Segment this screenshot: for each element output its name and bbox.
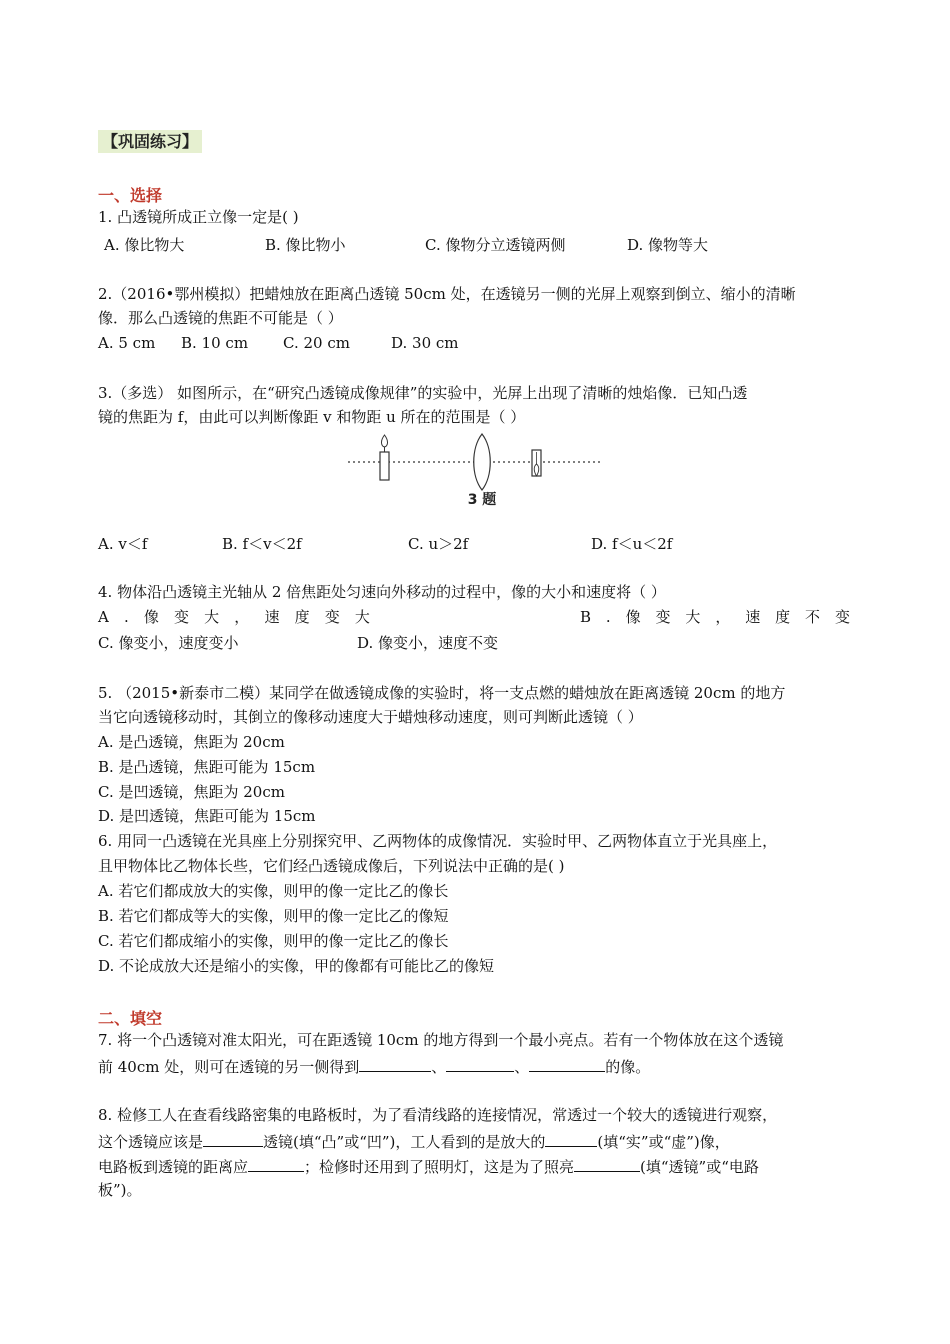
section-heading-choice: 一、选择 — [98, 186, 163, 205]
q2-line1: 2.（2016•鄂州模拟）把蜡烛放在距离凸透镜 50cm 处，在透镜另一侧的光屏上观察到倒立、缩小的清晰 — [98, 285, 796, 303]
q4-option-b: B . 像 变 大 ， 速 度 不 变 — [580, 608, 850, 626]
q3-option-a: A. v＜f — [98, 535, 148, 553]
q7-line1: 7. 将一个凸透镜对准太阳光，可在距透镜 10cm 的地方得到一个最小亮点。若有一个物体放在这个透镜 — [98, 1031, 784, 1049]
q8-blank-3[interactable] — [248, 1155, 304, 1172]
q4-option-c: C. 像变小，速度变小 — [98, 634, 239, 652]
q5-line2: 当它向透镜移动时，其倒立的像移动速度大于蜡烛移动速度，则可判断此透镜（ ） — [98, 708, 643, 726]
q8-line3: 电路板到透镜的距离应 ；检修时还用到了照明灯，这是为了照亮 (填“透镜”或“电路 — [98, 1155, 759, 1177]
q7-blank-2[interactable] — [446, 1055, 514, 1072]
q3-option-c: C. u＞2f — [408, 535, 469, 553]
q4-options-ab — [98, 607, 850, 627]
q5-option-c: C. 是凹透镜，焦距为 20cm — [98, 783, 285, 801]
q7-line2: 前 40cm 处，则可在透镜的另一侧得到 、 、 的像。 — [98, 1055, 650, 1077]
q6-option-d: D. 不论成放大还是缩小的实像，甲的像都有可能比乙的像短 — [98, 957, 495, 975]
q1-option-c: C. 像物分立透镜两侧 — [425, 236, 566, 254]
q6-line1: 6. 用同一凸透镜在光具座上分别探究甲、乙两物体的成像情况．实验时甲、乙两物体直立于光具座上， — [98, 832, 778, 850]
q8-blank-1[interactable] — [203, 1130, 263, 1147]
q2-option-b: B. 10 cm — [181, 334, 249, 352]
q4-stem: 4. 物体沿凸透镜主光轴从 2 倍焦距处匀速向外移动的过程中，像的大小和速度将（ ） — [98, 583, 666, 601]
candle-icon — [380, 435, 389, 480]
q5-option-b: B. 是凸透镜，焦距可能为 15cm — [98, 758, 316, 776]
q6-option-b: B. 若它们都成等大的实像，则甲的像一定比乙的像短 — [98, 907, 449, 925]
q1-option-b: B. 像比物小 — [265, 236, 346, 254]
q6-line2: 且甲物体比乙物体长些，它们经凸透镜成像后，下列说法中正确的是( ) — [98, 857, 565, 875]
q8-line4: 板”)。 — [98, 1181, 142, 1199]
q3-option-d: D. f＜u＜2f — [591, 535, 673, 553]
q5-option-d: D. 是凹透镜，焦距可能为 15cm — [98, 807, 316, 825]
q1-stem: 1. 凸透镜所成正立像一定是( ) — [98, 208, 299, 226]
q7-blank-1[interactable] — [359, 1055, 431, 1072]
q3-line2: 镜的焦距为 f，由此可以判断像距 v 和物距 u 所在的范围是（ ） — [98, 408, 526, 426]
section-tag: 【巩固练习】 — [98, 130, 202, 153]
q1-option-d: D. 像物等大 — [627, 236, 709, 254]
q8-blank-2[interactable] — [545, 1130, 597, 1147]
q3-option-b: B. f＜v＜2f — [222, 535, 302, 553]
q8-line2: 这个透镜应该是 透镜(填“凸”或“凹”)，工人看到的是放大的 (填“实”或“虚”)像， — [98, 1130, 730, 1152]
q5-option-a: A. 是凸透镜，焦距为 20cm — [98, 733, 285, 751]
q4-option-d: D. 像变小，速度不变 — [357, 634, 499, 652]
convex-lens-icon — [474, 434, 491, 490]
image-screen-icon — [532, 450, 541, 476]
q1-option-a: A. 像比物大 — [104, 236, 185, 254]
q5-line1: 5. （2015•新泰市二模）某同学在做透镜成像的实验时，将一支点燃的蜡烛放在距离透镜 20cm 的地方 — [98, 684, 786, 702]
q2-option-d: D. 30 cm — [391, 334, 459, 352]
q3-figure-caption: 3 题 — [467, 492, 497, 508]
q3-line1: 3.（多选） 如图所示，在“研究凸透镜成像规律”的实验中，光屏上出现了清晰的烛焰像．已知凸透 — [98, 384, 748, 402]
section-heading-fill: 二、填空 — [98, 1009, 163, 1028]
q2-line2: 像．那么凸透镜的焦距不可能是（ ） — [98, 309, 343, 327]
q8-blank-4[interactable] — [574, 1155, 640, 1172]
section-tag-wrap — [98, 132, 202, 152]
q8-line1: 8. 检修工人在查看线路密集的电路板时，为了看清线路的连接情况，常透过一个较大的透镜进行观察， — [98, 1106, 778, 1124]
q4-option-a: A . 像 变 大 ， 速 度 变 大 — [98, 608, 370, 626]
q2-option-a: A. 5 cm — [98, 334, 156, 352]
q6-option-c: C. 若它们都成缩小的实像，则甲的像一定比乙的像长 — [98, 932, 449, 950]
q2-option-c: C. 20 cm — [283, 334, 350, 352]
q7-blank-3[interactable] — [529, 1055, 605, 1072]
q3-lens-figure — [340, 430, 610, 512]
q6-option-a: A. 若它们都成放大的实像，则甲的像一定比乙的像长 — [98, 882, 449, 900]
